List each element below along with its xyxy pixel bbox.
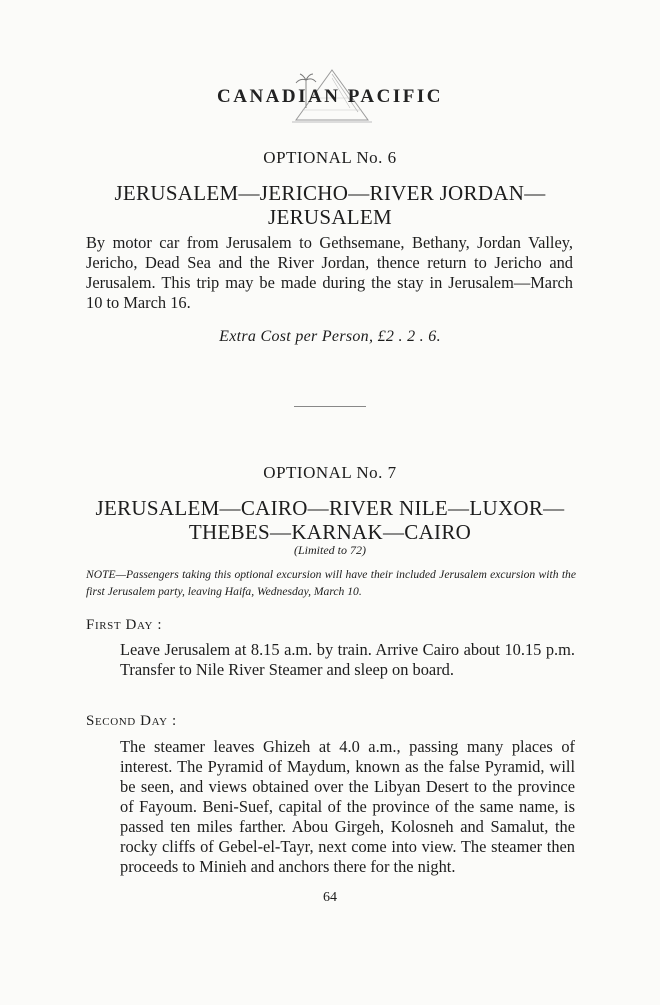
optional-6-title-line1: JERUSALEM—JERICHO—RIVER JORDAN— [114,181,546,205]
first-day-label: First Day : [86,617,163,633]
brand-title: CANADIAN PACIFIC [217,86,443,107]
optional-7-title-line1: JERUSALEM—CAIRO—RIVER NILE—LUXOR— [95,496,565,520]
page-number: 64 [323,890,337,905]
optional-6-description: By motor car from Jerusalem to Gethsemane, Bethany, Jordan Valley, Jericho, Dead Sea and the River Jordan, thence return to Jericho and Jerusalem. This trip may be made during the stay in Jerusalem—March 10 to March 16. [86,233,573,312]
section-divider [294,406,366,407]
second-day-text: The steamer leaves Ghizeh at 4.0 a.m., passing many places of interest. The Pyramid of Maydum, known as the false Pyramid, will be seen, and views obtained over the Libyan Desert to the province of Fayoum. Beni-Suef, capital of the province of the same name, is passed ten miles farther. Abou Girgeh, Kolosneh and Samalut, the rocky cliffs of Gebel-el-Tayr, next come into view. The steamer then proceeds to Minieh and anchors there for the night. [120,737,575,876]
optional-6-title-line2: JERUSALEM [267,205,393,229]
optional-7-heading: OPTIONAL No. 7 [263,463,397,482]
optional-6-extra-cost: Extra Cost per Person, £2 . 2 . 6. [219,328,441,345]
optional-6-heading: OPTIONAL No. 6 [263,148,397,167]
optional-7-limit: (Limited to 72) [294,543,366,557]
canadian-pacific-logo [180,68,480,126]
optional-7-title-line2: THEBES—KARNAK—CAIRO [188,520,472,544]
first-day-text: Leave Jerusalem at 8.15 a.m. by train. Arrive Cairo about 10.15 p.m. Transfer to Nile River Steamer and sleep on board. [120,640,575,679]
optional-7-note: NOTE—Passengers taking this optional excursion will have their included Jerusalem excursion with the first Jerusalem party, leaving Haifa, Wednesday, March 10. [86,568,576,598]
second-day-label: Second Day : [86,713,177,729]
